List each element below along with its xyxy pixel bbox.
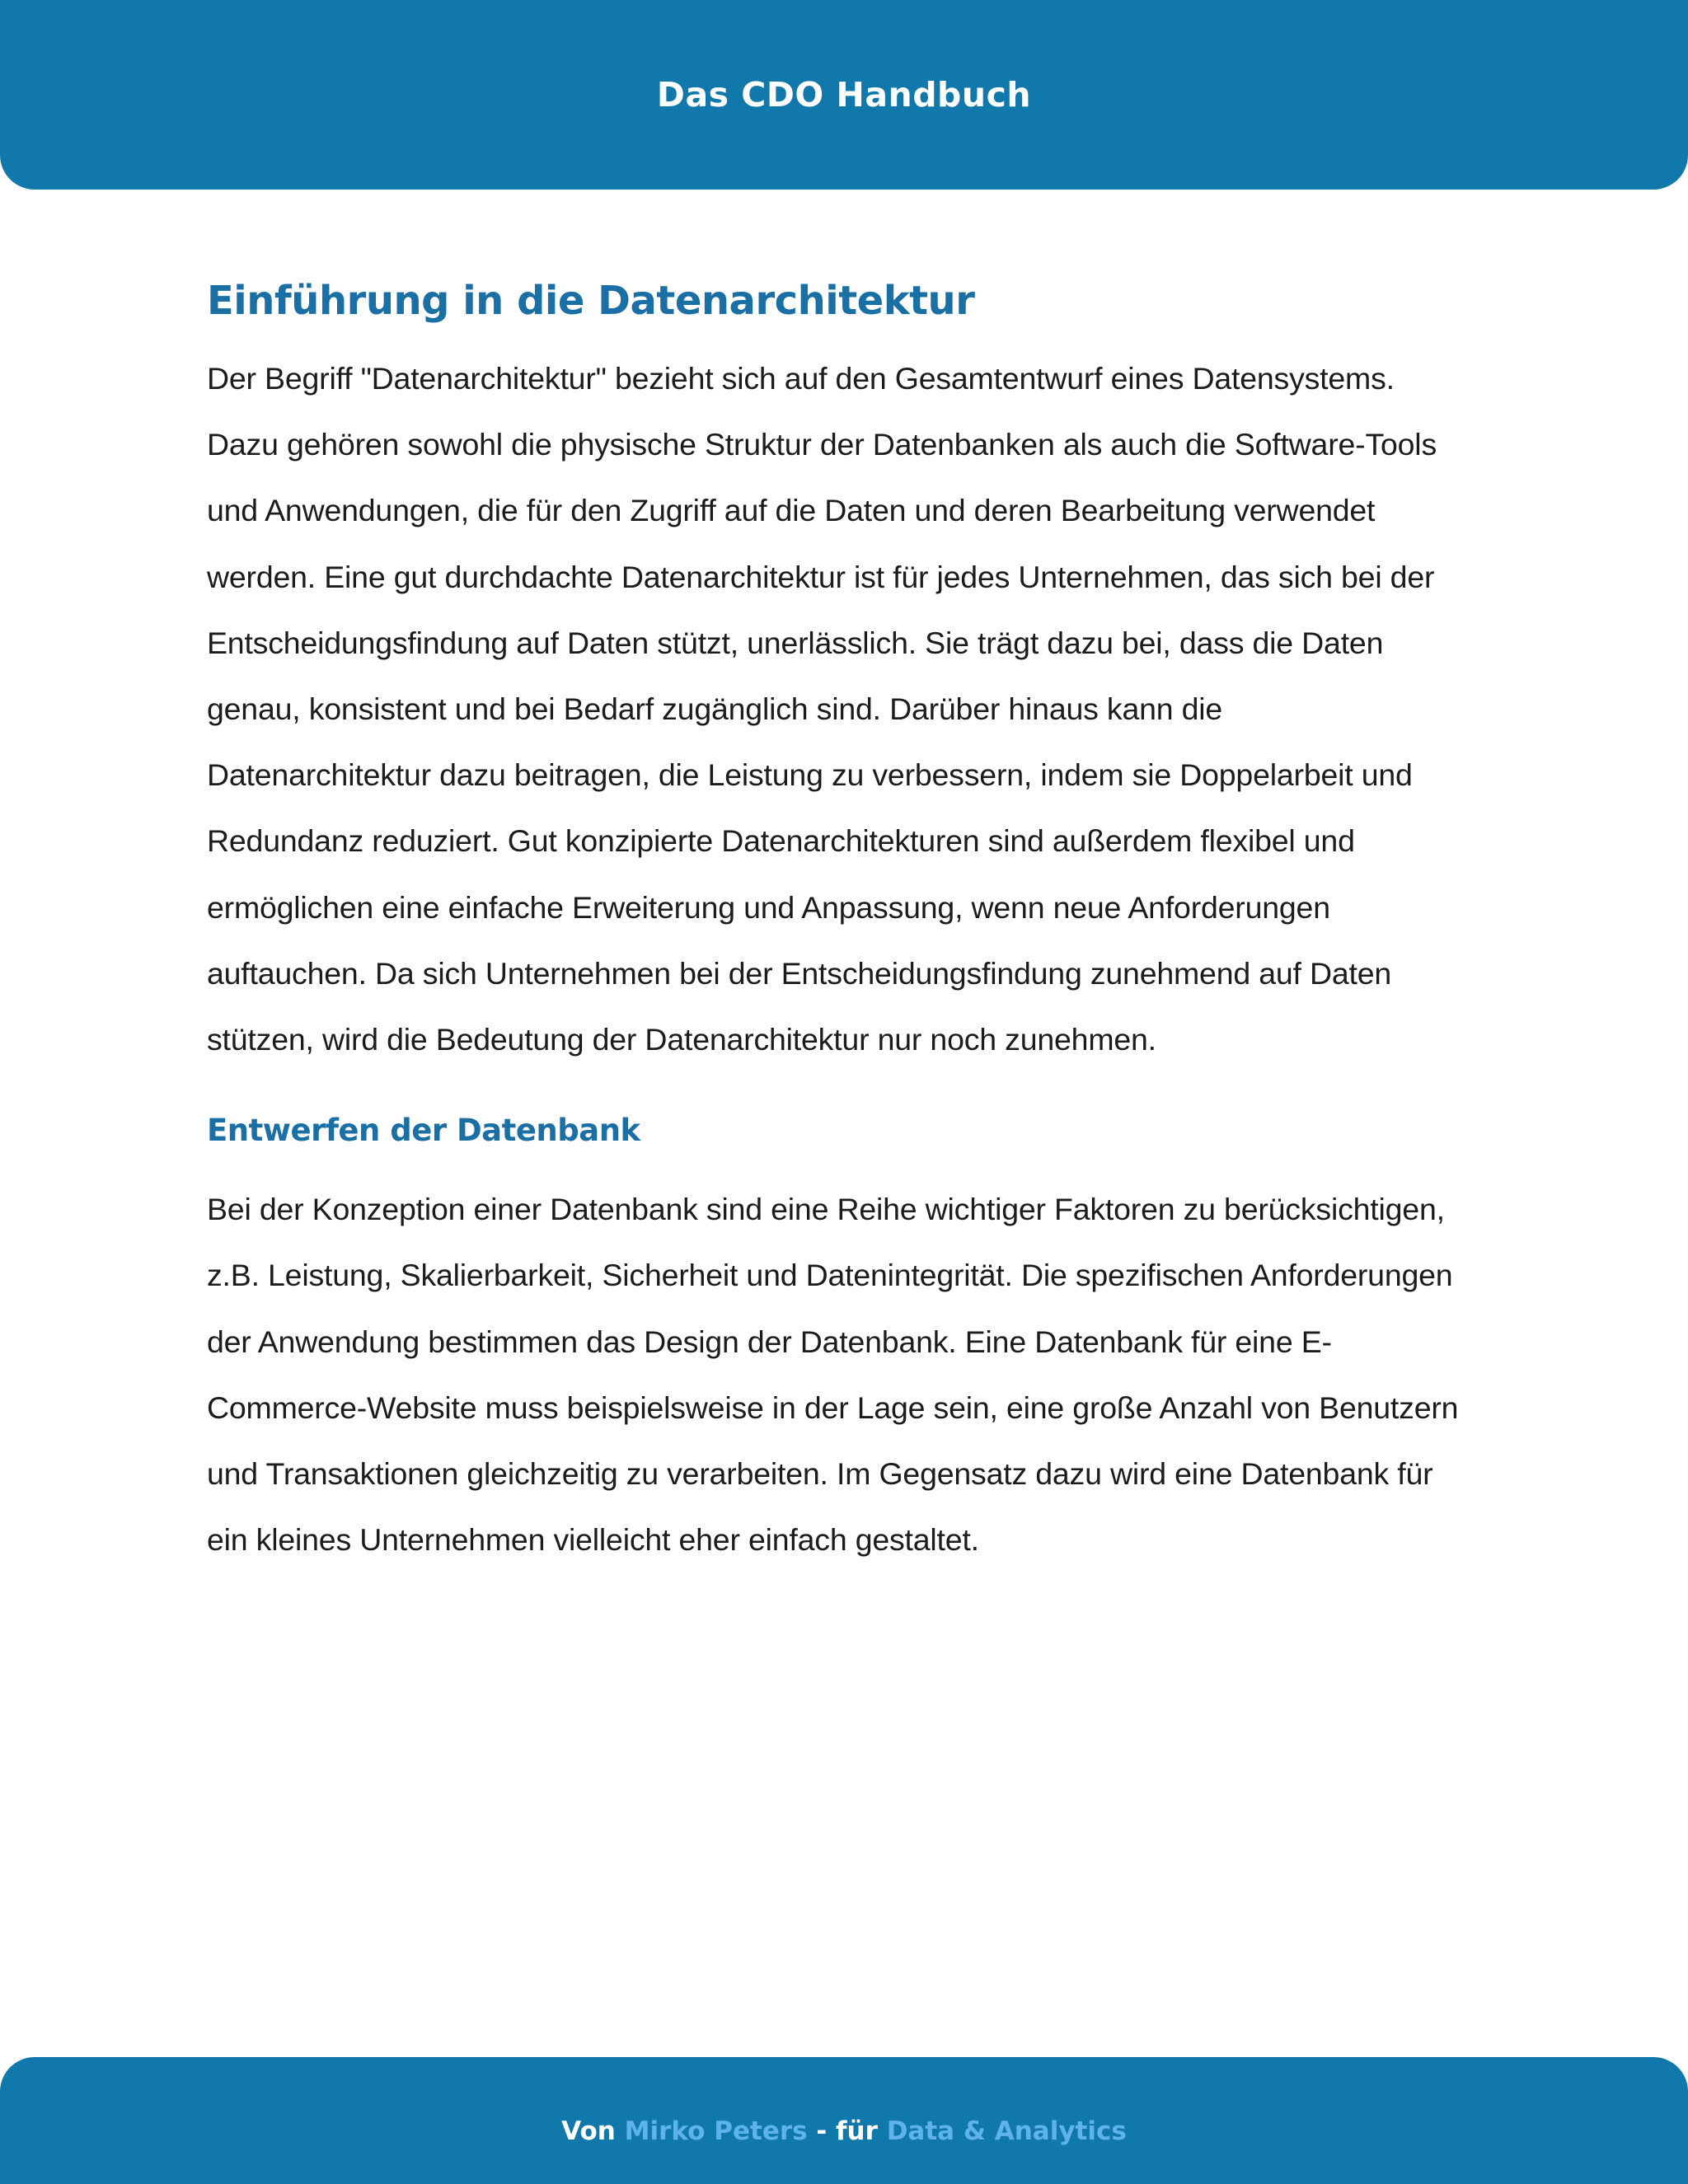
paragraph-line: Commerce-Website muss beispielsweise in der Lage sein, eine große Anzahl von Benutzern xyxy=(207,1390,1459,1425)
paragraph-line: ermöglichen eine einfache Erweiterung und Anpassung, wenn neue Anforderungen xyxy=(207,889,1330,925)
header-title: Das CDO Handbuch xyxy=(656,75,1032,115)
paragraph-line: der Anwendung bestimmen das Design der Datenbank. Eine Datenbank für eine E- xyxy=(207,1324,1332,1359)
footer-topic-link[interactable]: Data & Analytics xyxy=(886,2116,1127,2146)
paragraph-line: und Transaktionen gleichzeitig zu verarbeiten. Im Gegensatz dazu wird eine Datenbank für xyxy=(207,1456,1433,1492)
paragraph-line: z.B. Leistung, Skalierbarkeit, Sicherheit und Datenintegrität. Die spezifischen Anforderungen xyxy=(207,1258,1453,1293)
paragraph-line: Bei der Konzeption einer Datenbank sind eine Reihe wichtiger Faktoren zu berücksichtigen, xyxy=(207,1192,1445,1227)
footer-prefix: Von xyxy=(561,2116,625,2146)
paragraph-line: genau, konsistent und bei Bedarf zugänglich sind. Darüber hinaus kann die xyxy=(207,691,1223,727)
intro-paragraph xyxy=(207,345,1493,1072)
footer-author-link[interactable]: Mirko Peters xyxy=(624,2116,808,2146)
section-title-intro: Einführung in die Datenarchitektur xyxy=(207,278,975,324)
page-header xyxy=(0,0,1688,190)
paragraph-line: ein kleines Unternehmen vielleicht eher einfach gestaltet. xyxy=(207,1522,979,1558)
database-design-paragraph xyxy=(207,1176,1493,1572)
main-content xyxy=(207,268,1493,1572)
page-footer xyxy=(0,2057,1688,2184)
footer-separator: - für xyxy=(807,2116,887,2146)
paragraph-line: Redundanz reduziert. Gut konzipierte Datenarchitekturen sind außerdem flexibel und xyxy=(207,823,1355,859)
paragraph-line: Entscheidungsfindung auf Daten stützt, unerlässlich. Sie trägt dazu bei, dass die Daten xyxy=(207,625,1384,660)
section-title-database-design: Entwerfen der Datenbank xyxy=(207,1113,640,1149)
paragraph-line: und Anwendungen, die für den Zugriff auf die Daten und deren Bearbeitung verwendet xyxy=(207,493,1376,528)
paragraph-line: stützen, wird die Bedeutung der Datenarchitektur nur noch zunehmen. xyxy=(207,1022,1156,1057)
paragraph-line: Der Begriff "Datenarchitektur" bezieht sich auf den Gesamtentwurf eines Datensystems. xyxy=(207,361,1395,396)
paragraph-line: Dazu gehören sowohl die physische Struktur der Datenbanken als auch die Software-Tools xyxy=(207,427,1437,462)
paragraph-line: werden. Eine gut durchdachte Datenarchitektur ist für jedes Unternehmen, das sich bei der xyxy=(207,559,1435,594)
paragraph-line: Datenarchitektur dazu beitragen, die Leistung zu verbessern, indem sie Doppelarbeit und xyxy=(207,757,1413,793)
paragraph-line: auftauchen. Da sich Unternehmen bei der Entscheidungsfindung zunehmend auf Daten xyxy=(207,955,1392,991)
